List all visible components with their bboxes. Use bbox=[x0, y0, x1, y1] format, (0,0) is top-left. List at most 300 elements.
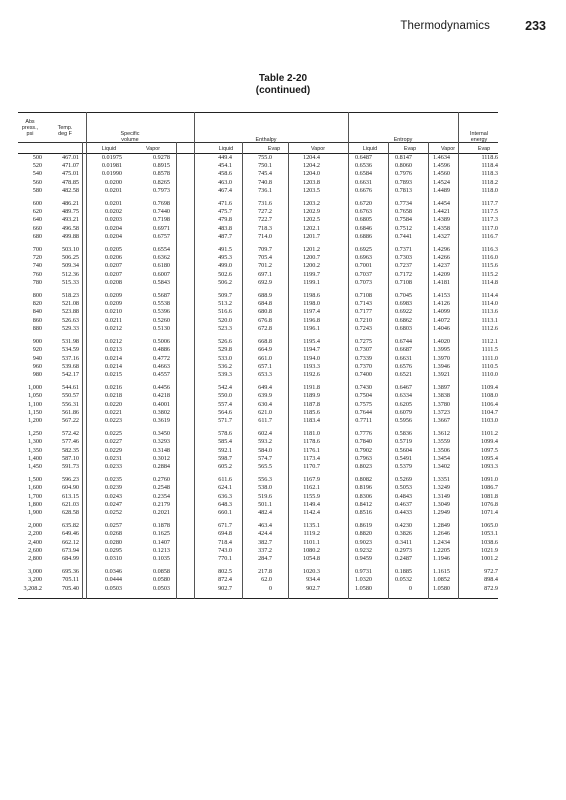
table-bottom-rule bbox=[18, 598, 498, 599]
cell-h-evap: 684.8 bbox=[258, 300, 272, 308]
cell-u-evap: 1114.4 bbox=[481, 292, 498, 300]
cell-pressure: 2,200 bbox=[28, 530, 42, 538]
cell-h-vapor: 1201.7 bbox=[302, 232, 320, 240]
cell-h-evap: 701.2 bbox=[258, 262, 272, 270]
cell-s-liquid: 0.6676 bbox=[354, 186, 372, 194]
cell-sv-liquid: 0.0200 bbox=[104, 178, 122, 186]
cell-s-evap: 0.5491 bbox=[394, 454, 412, 462]
cell-pressure: 580 bbox=[32, 186, 42, 194]
cell-pressure: 3,000 bbox=[28, 568, 42, 576]
header-s-evap: Evap bbox=[403, 146, 417, 152]
table-row bbox=[18, 455, 498, 463]
cell-pressure: 1,300 bbox=[28, 438, 42, 446]
header-h-vapor: Vapor bbox=[311, 146, 325, 152]
header-s-vapor: Vapor bbox=[441, 146, 455, 152]
cell-s-liquid: 1.0320 bbox=[354, 576, 372, 584]
cell-sv-liquid: 0.0233 bbox=[104, 462, 122, 470]
cell-sv-vapor: 0.6362 bbox=[152, 254, 170, 262]
cell-temp: 591.73 bbox=[61, 462, 79, 470]
cell-s-evap: 0.6079 bbox=[394, 408, 412, 416]
cell-s-evap: 0.3411 bbox=[395, 538, 412, 546]
cell-h-evap: 593.2 bbox=[258, 438, 272, 446]
cell-h-evap: 602.4 bbox=[258, 430, 272, 438]
cell-pressure: 1,900 bbox=[28, 508, 42, 516]
cell-sv-liquid: 0.0310 bbox=[104, 555, 122, 562]
cell-pressure: 1,500 bbox=[28, 476, 42, 484]
cell-sv-liquid: 0.0202 bbox=[104, 208, 122, 216]
cell-h-evap: 714.0 bbox=[258, 232, 272, 240]
row-group bbox=[18, 568, 498, 593]
cell-h-vapor: 1204.2 bbox=[302, 162, 320, 170]
cell-sv-vapor: 0.4557 bbox=[152, 370, 170, 378]
cell-pressure: 1,100 bbox=[28, 400, 42, 408]
cell-h-evap: 750.1 bbox=[258, 162, 272, 170]
cell-sv-vapor: 0.6554 bbox=[152, 246, 170, 254]
cell-sv-vapor: 0.5006 bbox=[152, 338, 170, 346]
table-row bbox=[18, 262, 498, 270]
cell-h-liquid: 660.1 bbox=[218, 508, 232, 516]
cell-h-evap: 463.4 bbox=[258, 522, 272, 530]
cell-h-liquid: 513.2 bbox=[218, 300, 232, 308]
cell-temp: 509.34 bbox=[61, 262, 79, 270]
cell-s-vapor: 1.4020 bbox=[432, 338, 450, 346]
cell-s-liquid: 0.7001 bbox=[354, 262, 372, 270]
cell-temp: 556.31 bbox=[61, 400, 79, 408]
table-row bbox=[18, 233, 498, 241]
cell-sv-liquid: 0.0229 bbox=[104, 446, 122, 454]
cell-s-evap: 0.6687 bbox=[394, 346, 412, 354]
cell-h-evap: 736.1 bbox=[258, 186, 272, 194]
cell-h-vapor: 1173.4 bbox=[303, 454, 320, 462]
cell-h-evap: 565.5 bbox=[258, 462, 272, 470]
cell-h-liquid: 502.6 bbox=[218, 270, 232, 278]
cell-sv-vapor: 0.1407 bbox=[152, 538, 170, 546]
cell-sv-liquid: 0.0268 bbox=[104, 530, 122, 538]
table-row bbox=[18, 246, 498, 254]
cell-u-evap: 1110.0 bbox=[481, 370, 498, 378]
cell-sv-liquid: 0.0295 bbox=[104, 546, 122, 554]
cell-h-evap: 382.7 bbox=[258, 538, 272, 546]
cell-s-liquid: 1.0580 bbox=[354, 584, 372, 592]
cell-sv-liquid: 0.01975 bbox=[101, 154, 122, 161]
cell-s-evap: 0.2487 bbox=[394, 555, 412, 562]
cell-sv-liquid: 0.0204 bbox=[104, 224, 122, 232]
cell-s-vapor: 1.3559 bbox=[432, 438, 450, 446]
cell-sv-vapor: 0.6757 bbox=[152, 232, 170, 240]
cell-sv-liquid: 0.0218 bbox=[104, 392, 122, 400]
cell-h-vapor: 1200.7 bbox=[302, 254, 320, 262]
cell-s-vapor: 1.4266 bbox=[432, 254, 450, 262]
cell-h-evap: 62.0 bbox=[261, 576, 272, 584]
table-row bbox=[18, 493, 498, 501]
cell-sv-liquid: 0.0235 bbox=[104, 476, 122, 484]
cell-h-liquid: 770.1 bbox=[218, 555, 232, 562]
cell-sv-liquid: 0.0210 bbox=[104, 308, 122, 316]
cell-sv-vapor: 0.2021 bbox=[152, 508, 170, 516]
column-separator bbox=[242, 142, 243, 599]
cell-sv-vapor: 0.5396 bbox=[152, 308, 170, 316]
row-group bbox=[18, 154, 498, 195]
table-row bbox=[18, 346, 498, 354]
table-row bbox=[18, 530, 498, 538]
cell-sv-vapor: 0.4456 bbox=[152, 384, 170, 392]
cell-h-vapor: 1135.1 bbox=[303, 522, 320, 530]
cell-sv-liquid: 0.0205 bbox=[104, 246, 122, 254]
cell-sv-liquid: 0.0444 bbox=[104, 576, 122, 584]
cell-pressure: 800 bbox=[32, 292, 42, 300]
cell-sv-liquid: 0.0280 bbox=[104, 538, 122, 546]
cell-temp: 493.21 bbox=[61, 216, 79, 224]
row-group bbox=[18, 430, 498, 471]
column-separator bbox=[82, 142, 83, 599]
cell-u-evap: 1112.1 bbox=[481, 338, 498, 346]
cell-s-liquid: 0.8412 bbox=[354, 500, 372, 508]
cell-u-evap: 1112.6 bbox=[481, 324, 498, 332]
cell-s-vapor: 1.3049 bbox=[432, 500, 450, 508]
cell-s-evap: 0.8147 bbox=[394, 154, 412, 161]
cell-h-liquid: 536.2 bbox=[218, 362, 232, 370]
cell-temp: 604.90 bbox=[61, 484, 79, 492]
cell-u-evap: 1118.2 bbox=[481, 178, 498, 186]
cell-h-evap: 661.0 bbox=[258, 354, 272, 362]
cell-sv-vapor: 0.2179 bbox=[152, 500, 170, 508]
cell-sv-liquid: 0.0214 bbox=[104, 354, 122, 362]
cell-sv-liquid: 0.01981 bbox=[101, 162, 122, 170]
table-row bbox=[18, 522, 498, 530]
cell-sv-vapor: 0.5260 bbox=[152, 316, 170, 324]
cell-u-evap: 1095.4 bbox=[480, 454, 498, 462]
cell-s-liquid: 0.6925 bbox=[354, 246, 372, 254]
header-mid-rule bbox=[18, 142, 498, 143]
cell-s-vapor: 1.3506 bbox=[432, 446, 450, 454]
cell-s-liquid: 0.6886 bbox=[354, 232, 372, 240]
cell-s-vapor: 1.4296 bbox=[432, 246, 450, 254]
cell-s-evap: 0.6803 bbox=[394, 324, 412, 332]
cell-sv-vapor: 0.0858 bbox=[152, 568, 170, 576]
cell-h-evap: 584.0 bbox=[258, 446, 272, 454]
cell-s-vapor: 1.2434 bbox=[432, 538, 450, 546]
cell-s-liquid: 0.6584 bbox=[354, 170, 372, 178]
table-row bbox=[18, 501, 498, 509]
cell-h-liquid: 495.3 bbox=[218, 254, 232, 262]
cell-sv-liquid: 0.0201 bbox=[104, 186, 122, 194]
cell-s-vapor: 1.3995 bbox=[432, 346, 450, 354]
cell-sv-vapor: 0.3148 bbox=[152, 446, 170, 454]
cell-h-liquid: 475.7 bbox=[218, 208, 232, 216]
cell-s-liquid: 0.9459 bbox=[354, 555, 372, 562]
cell-h-liquid: 611.6 bbox=[218, 476, 232, 484]
cell-h-liquid: 648.3 bbox=[218, 500, 232, 508]
cell-h-evap: 722.7 bbox=[258, 216, 272, 224]
cell-h-evap: 538.0 bbox=[258, 484, 272, 492]
cell-temp: 523.88 bbox=[61, 308, 79, 316]
cell-sv-vapor: 0.4663 bbox=[152, 362, 170, 370]
row-group bbox=[18, 292, 498, 333]
table-row bbox=[18, 417, 498, 425]
cell-pressure: 1,000 bbox=[28, 384, 42, 392]
cell-s-vapor: 1.3780 bbox=[432, 400, 450, 408]
table-row bbox=[18, 547, 498, 555]
cell-temp: 542.17 bbox=[61, 370, 79, 378]
cell-h-evap: 676.8 bbox=[258, 316, 272, 324]
cell-s-vapor: 1.4209 bbox=[432, 270, 450, 278]
cell-h-liquid: 509.7 bbox=[218, 292, 232, 300]
cell-s-evap: 0.6744 bbox=[394, 338, 412, 346]
cell-u-evap: 1081.8 bbox=[480, 492, 498, 500]
cell-sv-vapor: 0.8915 bbox=[152, 162, 170, 170]
cell-temp: 577.46 bbox=[61, 438, 79, 446]
cell-s-vapor: 1.3351 bbox=[432, 476, 450, 484]
cell-s-liquid: 0.8516 bbox=[354, 508, 372, 516]
cell-h-evap: 727.2 bbox=[258, 208, 272, 216]
cell-s-evap: 0.7172 bbox=[394, 270, 412, 278]
cell-s-vapor: 1.3667 bbox=[432, 416, 450, 424]
cell-s-vapor: 1.4489 bbox=[432, 186, 450, 194]
cell-h-liquid: 564.6 bbox=[218, 408, 232, 416]
table-row bbox=[18, 585, 498, 593]
cell-h-vapor: 1162.1 bbox=[303, 484, 320, 492]
cell-h-liquid: 718.4 bbox=[218, 538, 232, 546]
cell-h-vapor: 1170.7 bbox=[303, 462, 320, 470]
cell-s-liquid: 0.7963 bbox=[354, 454, 372, 462]
header-enthalpy: Enthalpy bbox=[255, 137, 277, 143]
cell-s-evap: 0.5719 bbox=[394, 438, 412, 446]
cell-temp: 537.16 bbox=[61, 354, 79, 362]
cell-temp: 515.33 bbox=[61, 278, 79, 286]
cell-s-vapor: 1.3149 bbox=[432, 492, 450, 500]
cell-sv-vapor: 0.3012 bbox=[152, 454, 170, 462]
table-row bbox=[18, 162, 498, 170]
cell-pressure: 880 bbox=[32, 324, 42, 332]
cell-u-evap: 1118.3 bbox=[481, 170, 498, 178]
cell-h-vapor: 1142.4 bbox=[303, 508, 320, 516]
cell-s-evap: 0.7584 bbox=[394, 216, 412, 224]
column-separator bbox=[458, 112, 459, 599]
cell-h-evap: 755.0 bbox=[258, 154, 272, 161]
cell-s-evap: 0.5053 bbox=[394, 484, 412, 492]
column-separator bbox=[194, 112, 195, 599]
cell-temp: 482.58 bbox=[61, 186, 79, 194]
steam-table bbox=[18, 112, 498, 599]
cell-s-evap: 0.1885 bbox=[394, 568, 412, 576]
table-row bbox=[18, 271, 498, 279]
cell-pressure: 1,400 bbox=[28, 454, 42, 462]
cell-pressure: 640 bbox=[32, 216, 42, 224]
cell-sv-liquid: 0.0247 bbox=[104, 500, 122, 508]
cell-temp: 506.25 bbox=[61, 254, 79, 262]
cell-s-vapor: 1.4237 bbox=[432, 262, 450, 270]
cell-s-vapor: 1.1946 bbox=[432, 555, 450, 562]
cell-s-evap: 0.7237 bbox=[394, 262, 412, 270]
cell-h-evap: 731.6 bbox=[258, 200, 272, 208]
cell-u-evap: 1065.0 bbox=[480, 522, 498, 530]
column-separator bbox=[388, 142, 389, 599]
row-group bbox=[18, 200, 498, 241]
cell-u-evap: 1038.6 bbox=[480, 538, 498, 546]
cell-h-vapor: 1192.6 bbox=[303, 370, 320, 378]
cell-sv-vapor: 0.8265 bbox=[152, 178, 170, 186]
cell-temp: 635.82 bbox=[61, 522, 79, 530]
cell-pressure: 1,800 bbox=[28, 500, 42, 508]
table-row bbox=[18, 509, 498, 517]
cell-temp: 471.07 bbox=[61, 162, 79, 170]
cell-sv-vapor: 0.2760 bbox=[152, 476, 170, 484]
cell-sv-vapor: 0.4772 bbox=[152, 354, 170, 362]
cell-sv-vapor: 0.4218 bbox=[152, 392, 170, 400]
cell-h-evap: 621.0 bbox=[258, 408, 272, 416]
cell-s-vapor: 1.4596 bbox=[432, 162, 450, 170]
cell-u-evap: 1117.7 bbox=[481, 200, 498, 208]
cell-s-vapor: 1.0852 bbox=[432, 576, 450, 584]
cell-u-evap: 898.4 bbox=[484, 576, 498, 584]
cell-s-evap: 0.5604 bbox=[394, 446, 412, 454]
cell-u-evap: 1001.2 bbox=[480, 555, 498, 562]
cell-s-evap: 0.5379 bbox=[394, 462, 412, 470]
cell-temp: 596.23 bbox=[61, 476, 79, 484]
cell-temp: 567.22 bbox=[61, 416, 79, 424]
row-group bbox=[18, 384, 498, 425]
cell-h-evap: 745.4 bbox=[258, 170, 272, 178]
cell-s-evap: 0.6521 bbox=[394, 370, 412, 378]
cell-h-vapor: 1200.2 bbox=[302, 262, 320, 270]
cell-s-vapor: 1.3897 bbox=[432, 384, 450, 392]
cell-temp: 561.86 bbox=[61, 408, 79, 416]
cell-pressure: 1,450 bbox=[28, 462, 42, 470]
cell-u-evap: 1117.5 bbox=[481, 208, 498, 216]
cell-s-vapor: 1.4153 bbox=[432, 292, 450, 300]
cell-h-liquid: 529.8 bbox=[218, 346, 232, 354]
cell-s-evap: 0.6576 bbox=[394, 362, 412, 370]
table-row bbox=[18, 154, 498, 162]
table-row bbox=[18, 539, 498, 547]
cell-h-liquid: 571.7 bbox=[218, 416, 232, 424]
cell-h-evap: 611.7 bbox=[258, 416, 272, 424]
cell-sv-liquid: 0.0214 bbox=[104, 362, 122, 370]
cell-h-evap: 482.4 bbox=[258, 508, 272, 516]
cell-s-liquid: 0.8820 bbox=[354, 530, 372, 538]
cell-h-vapor: 1054.8 bbox=[302, 555, 320, 562]
cell-u-evap: 1108.0 bbox=[481, 392, 498, 400]
cell-pressure: 760 bbox=[32, 270, 42, 278]
cell-u-evap: 1111.0 bbox=[481, 354, 498, 362]
cell-h-vapor: 1185.6 bbox=[303, 408, 320, 416]
cell-s-evap: 0.6983 bbox=[394, 300, 412, 308]
cell-h-evap: 709.7 bbox=[258, 246, 272, 254]
table-row bbox=[18, 338, 498, 346]
row-group bbox=[18, 246, 498, 287]
cell-sv-liquid: 0.0257 bbox=[104, 522, 122, 530]
cell-h-evap: 688.9 bbox=[258, 292, 272, 300]
cell-u-evap: 1103.0 bbox=[481, 416, 498, 424]
cell-h-vapor: 1199.1 bbox=[303, 278, 320, 286]
cell-s-liquid: 0.6487 bbox=[354, 154, 372, 161]
cell-pressure: 620 bbox=[32, 208, 42, 216]
cell-h-liquid: 694.8 bbox=[218, 530, 232, 538]
cell-sv-vapor: 0.7698 bbox=[152, 200, 170, 208]
row-group bbox=[18, 338, 498, 379]
header-temp: Temp. deg F bbox=[57, 125, 73, 137]
cell-u-evap: 1117.3 bbox=[481, 216, 498, 224]
cell-pressure: 860 bbox=[32, 316, 42, 324]
cell-pressure: 780 bbox=[32, 278, 42, 286]
cell-h-vapor: 1202.9 bbox=[302, 208, 320, 216]
cell-h-vapor: 1194.7 bbox=[303, 346, 320, 354]
running-head: Thermodynamics bbox=[400, 20, 490, 32]
cell-s-vapor: 1.4358 bbox=[432, 224, 450, 232]
cell-s-evap: 0.4230 bbox=[394, 522, 412, 530]
cell-s-vapor: 1.3838 bbox=[432, 392, 450, 400]
cell-pressure: 920 bbox=[32, 346, 42, 354]
cell-pressure: 1,200 bbox=[28, 416, 42, 424]
cell-h-vapor: 1176.1 bbox=[303, 446, 320, 454]
cell-s-liquid: 0.8619 bbox=[354, 522, 372, 530]
cell-sv-liquid: 0.0207 bbox=[104, 270, 122, 278]
cell-sv-vapor: 0.3619 bbox=[152, 416, 170, 424]
header-sv-liquid: Liquid bbox=[101, 146, 117, 152]
cell-pressure: 1,350 bbox=[28, 446, 42, 454]
cell-h-vapor: 1198.6 bbox=[303, 292, 320, 300]
table-row bbox=[18, 401, 498, 409]
cell-temp: 496.58 bbox=[61, 224, 79, 232]
cell-s-evap: 0.0532 bbox=[394, 576, 412, 584]
cell-sv-vapor: 0.7440 bbox=[152, 208, 170, 216]
table-row bbox=[18, 292, 498, 300]
cell-sv-liquid: 0.0203 bbox=[104, 216, 122, 224]
cell-pressure: 560 bbox=[32, 178, 42, 186]
cell-h-evap: 680.8 bbox=[258, 308, 272, 316]
cell-pressure: 660 bbox=[32, 224, 42, 232]
cell-sv-liquid: 0.0220 bbox=[104, 400, 122, 408]
cell-pressure: 2,800 bbox=[28, 555, 42, 562]
cell-pressure: 840 bbox=[32, 308, 42, 316]
cell-s-liquid: 0.7177 bbox=[354, 308, 372, 316]
cell-s-liquid: 0.7108 bbox=[354, 292, 372, 300]
cell-h-vapor: 1155.9 bbox=[303, 492, 320, 500]
table-row bbox=[18, 279, 498, 287]
cell-h-vapor: 1201.2 bbox=[302, 246, 320, 254]
cell-pressure: 740 bbox=[32, 262, 42, 270]
cell-s-liquid: 0.7037 bbox=[354, 270, 372, 278]
cell-h-liquid: 872.4 bbox=[218, 576, 232, 584]
cell-s-evap: 0.6334 bbox=[394, 392, 412, 400]
cell-pressure: 1,050 bbox=[28, 392, 42, 400]
cell-s-evap: 0.6205 bbox=[394, 400, 412, 408]
cell-sv-vapor: 0.1625 bbox=[152, 530, 170, 538]
cell-u-evap: 1113.6 bbox=[481, 308, 498, 316]
cell-h-liquid: 592.1 bbox=[218, 446, 232, 454]
table-row bbox=[18, 463, 498, 471]
cell-s-vapor: 1.0580 bbox=[432, 584, 450, 592]
cell-sv-vapor: 0.5687 bbox=[152, 292, 170, 300]
cell-h-vapor: 1204.0 bbox=[302, 170, 320, 178]
cell-h-liquid: 491.5 bbox=[218, 246, 232, 254]
cell-sv-liquid: 0.0223 bbox=[104, 416, 122, 424]
cell-h-evap: 630.4 bbox=[258, 400, 272, 408]
cell-s-vapor: 1.3946 bbox=[432, 362, 450, 370]
cell-sv-liquid: 0.0216 bbox=[104, 384, 122, 392]
cell-s-liquid: 0.7575 bbox=[354, 400, 372, 408]
cell-h-vapor: 1178.6 bbox=[303, 438, 320, 446]
cell-u-evap: 1118.4 bbox=[481, 162, 498, 170]
cell-s-evap: 0.7976 bbox=[394, 170, 412, 178]
table-row bbox=[18, 384, 498, 392]
cell-sv-liquid: 0.0211 bbox=[105, 316, 122, 324]
cell-h-vapor: 1080.2 bbox=[302, 546, 320, 554]
cell-h-evap: 705.4 bbox=[258, 254, 272, 262]
cell-h-liquid: 636.3 bbox=[218, 492, 232, 500]
cell-sv-liquid: 0.0225 bbox=[104, 430, 122, 438]
column-separator bbox=[288, 142, 289, 599]
